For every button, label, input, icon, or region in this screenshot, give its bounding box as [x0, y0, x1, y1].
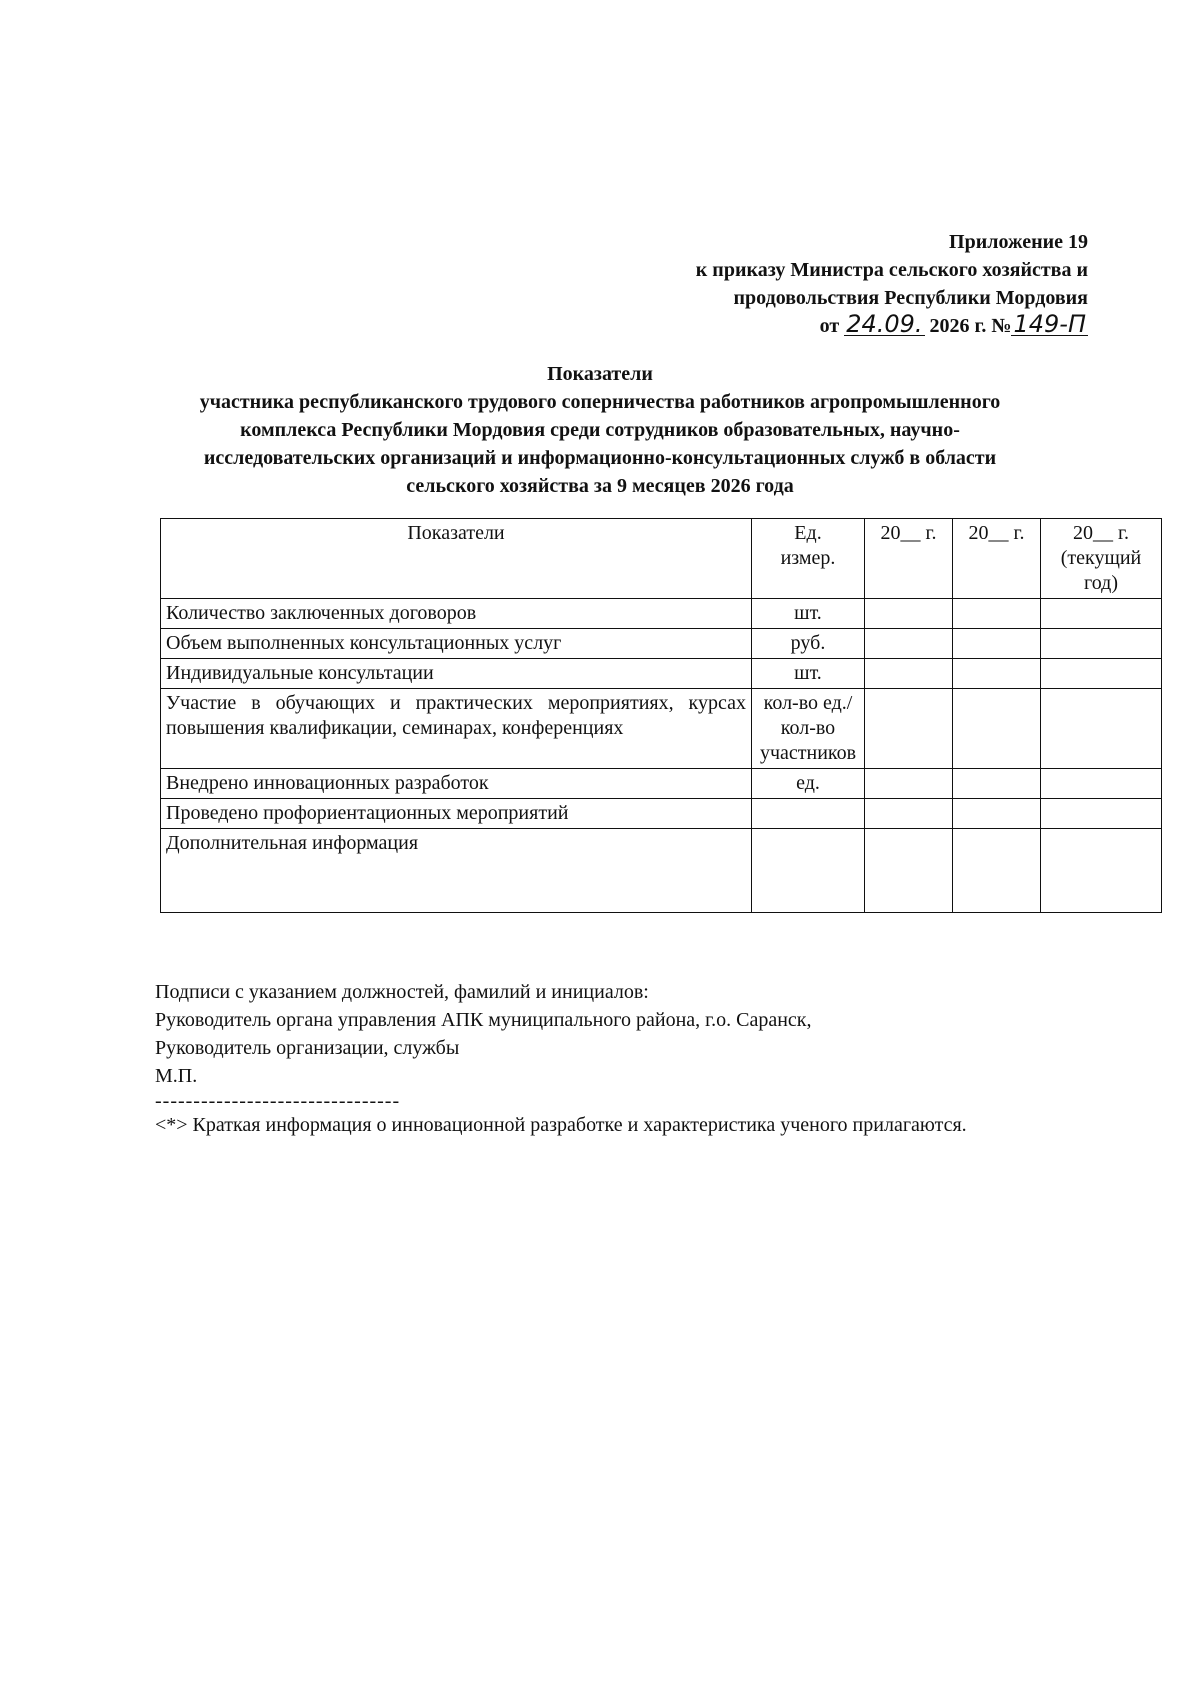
value-cell: [1041, 629, 1162, 659]
appendix-ministry-line: продовольствия Республики Мордовия: [733, 287, 1088, 309]
table-row: [161, 829, 1162, 913]
title-line: сельского хозяйства за 9 месяцев 2026 года: [406, 475, 794, 497]
indicator-cell: Проведено профориентационных мероприятий: [161, 799, 752, 829]
value-cell: [1041, 659, 1162, 689]
indicator-cell: Индивидуальные консультации: [161, 659, 752, 689]
footnote-text: <*> Краткая информация о инновационной разработке и характеристика ученого прилагаются.: [155, 1114, 967, 1136]
header-unit-line: измер.: [780, 547, 836, 569]
unit-cell: шт.: [752, 659, 865, 689]
unit-cell: ед.: [752, 769, 865, 799]
year-text: 2026 г. №: [929, 315, 1012, 337]
title-line: исследовательских организаций и информационно-консультационных служб в области: [203, 447, 997, 469]
unit-cell: кол-во ед./кол-во участников: [752, 689, 865, 769]
indicator-cell: Объем выполненных консультационных услуг: [161, 629, 752, 659]
header-indicator: Показатели: [161, 519, 752, 599]
table-row: [161, 689, 1162, 769]
indicator-cell: Дополнительная информация: [161, 829, 752, 913]
table-row: [161, 659, 1162, 689]
unit-cell: руб.: [752, 629, 865, 659]
table-row: [161, 799, 1162, 829]
value-cell: [953, 689, 1041, 769]
value-cell: [1041, 829, 1162, 913]
value-cell: [865, 599, 953, 629]
date-prefix: от: [819, 315, 840, 337]
value-cell: [865, 629, 953, 659]
table-row: [161, 629, 1162, 659]
table-header-row: [161, 519, 1162, 599]
value-cell: [953, 659, 1041, 689]
value-cell: [953, 769, 1041, 799]
title-line: комплекса Республики Мордовия среди сотрудников образовательных, научно-: [240, 419, 960, 441]
header-year-current: [1041, 519, 1162, 599]
value-cell: [953, 629, 1041, 659]
header-year-2: 20__ г.: [953, 519, 1041, 599]
handwritten-number: 149-П: [1013, 310, 1086, 338]
value-cell: [953, 829, 1041, 913]
signatures-intro: Подписи с указанием должностей, фамилий и инициалов:: [155, 981, 649, 1003]
header-unit-line: Ед.: [794, 522, 822, 544]
header-year-line: год): [1084, 572, 1118, 594]
table-row: [161, 769, 1162, 799]
header-year-1: 20__ г.: [865, 519, 953, 599]
unit-cell: [752, 829, 865, 913]
indicator-cell: Участие в обучающих и практических мероприятиях, курсах повышения квалификации, семинарах, конференциях: [161, 689, 752, 769]
document-title: [140, 360, 1060, 500]
indicator-cell: Внедрено инновационных разработок: [161, 769, 752, 799]
header-unit: [752, 519, 865, 599]
value-cell: [1041, 689, 1162, 769]
value-cell: [865, 799, 953, 829]
appendix-order-line: к приказу Министра сельского хозяйства и: [695, 259, 1088, 281]
table-row: [161, 599, 1162, 629]
value-cell: [865, 829, 953, 913]
value-cell: [953, 799, 1041, 829]
value-cell: [865, 769, 953, 799]
signature-line: Руководитель органа управления АПК муниципального района, г.о. Саранск,: [155, 1009, 812, 1031]
handwritten-date: 24.09.: [846, 310, 923, 338]
appendix-date-line: [696, 312, 1088, 340]
value-cell: [1041, 799, 1162, 829]
stamp-place: М.П.: [155, 1065, 198, 1087]
appendix-title: Приложение 19: [949, 231, 1088, 253]
header-year-line: (текущий: [1060, 547, 1142, 569]
header-year-line: 20__ г.: [1073, 522, 1129, 544]
signature-line: Руководитель организации, службы: [155, 1037, 460, 1059]
value-cell: [953, 599, 1041, 629]
footnote-separator: --------------------------------: [155, 1090, 401, 1112]
signatures-block: [155, 978, 812, 1090]
value-cell: [1041, 769, 1162, 799]
title-heading: Показатели: [547, 363, 653, 385]
unit-cell: [752, 799, 865, 829]
value-cell: [865, 689, 953, 769]
indicator-cell: Количество заключенных договоров: [161, 599, 752, 629]
value-cell: [865, 659, 953, 689]
indicators-table: [160, 518, 1162, 913]
appendix-block: [696, 228, 1088, 340]
unit-cell: шт.: [752, 599, 865, 629]
title-line: участника республиканского трудового соперничества работников агропромышленного: [199, 391, 1001, 413]
value-cell: [1041, 599, 1162, 629]
